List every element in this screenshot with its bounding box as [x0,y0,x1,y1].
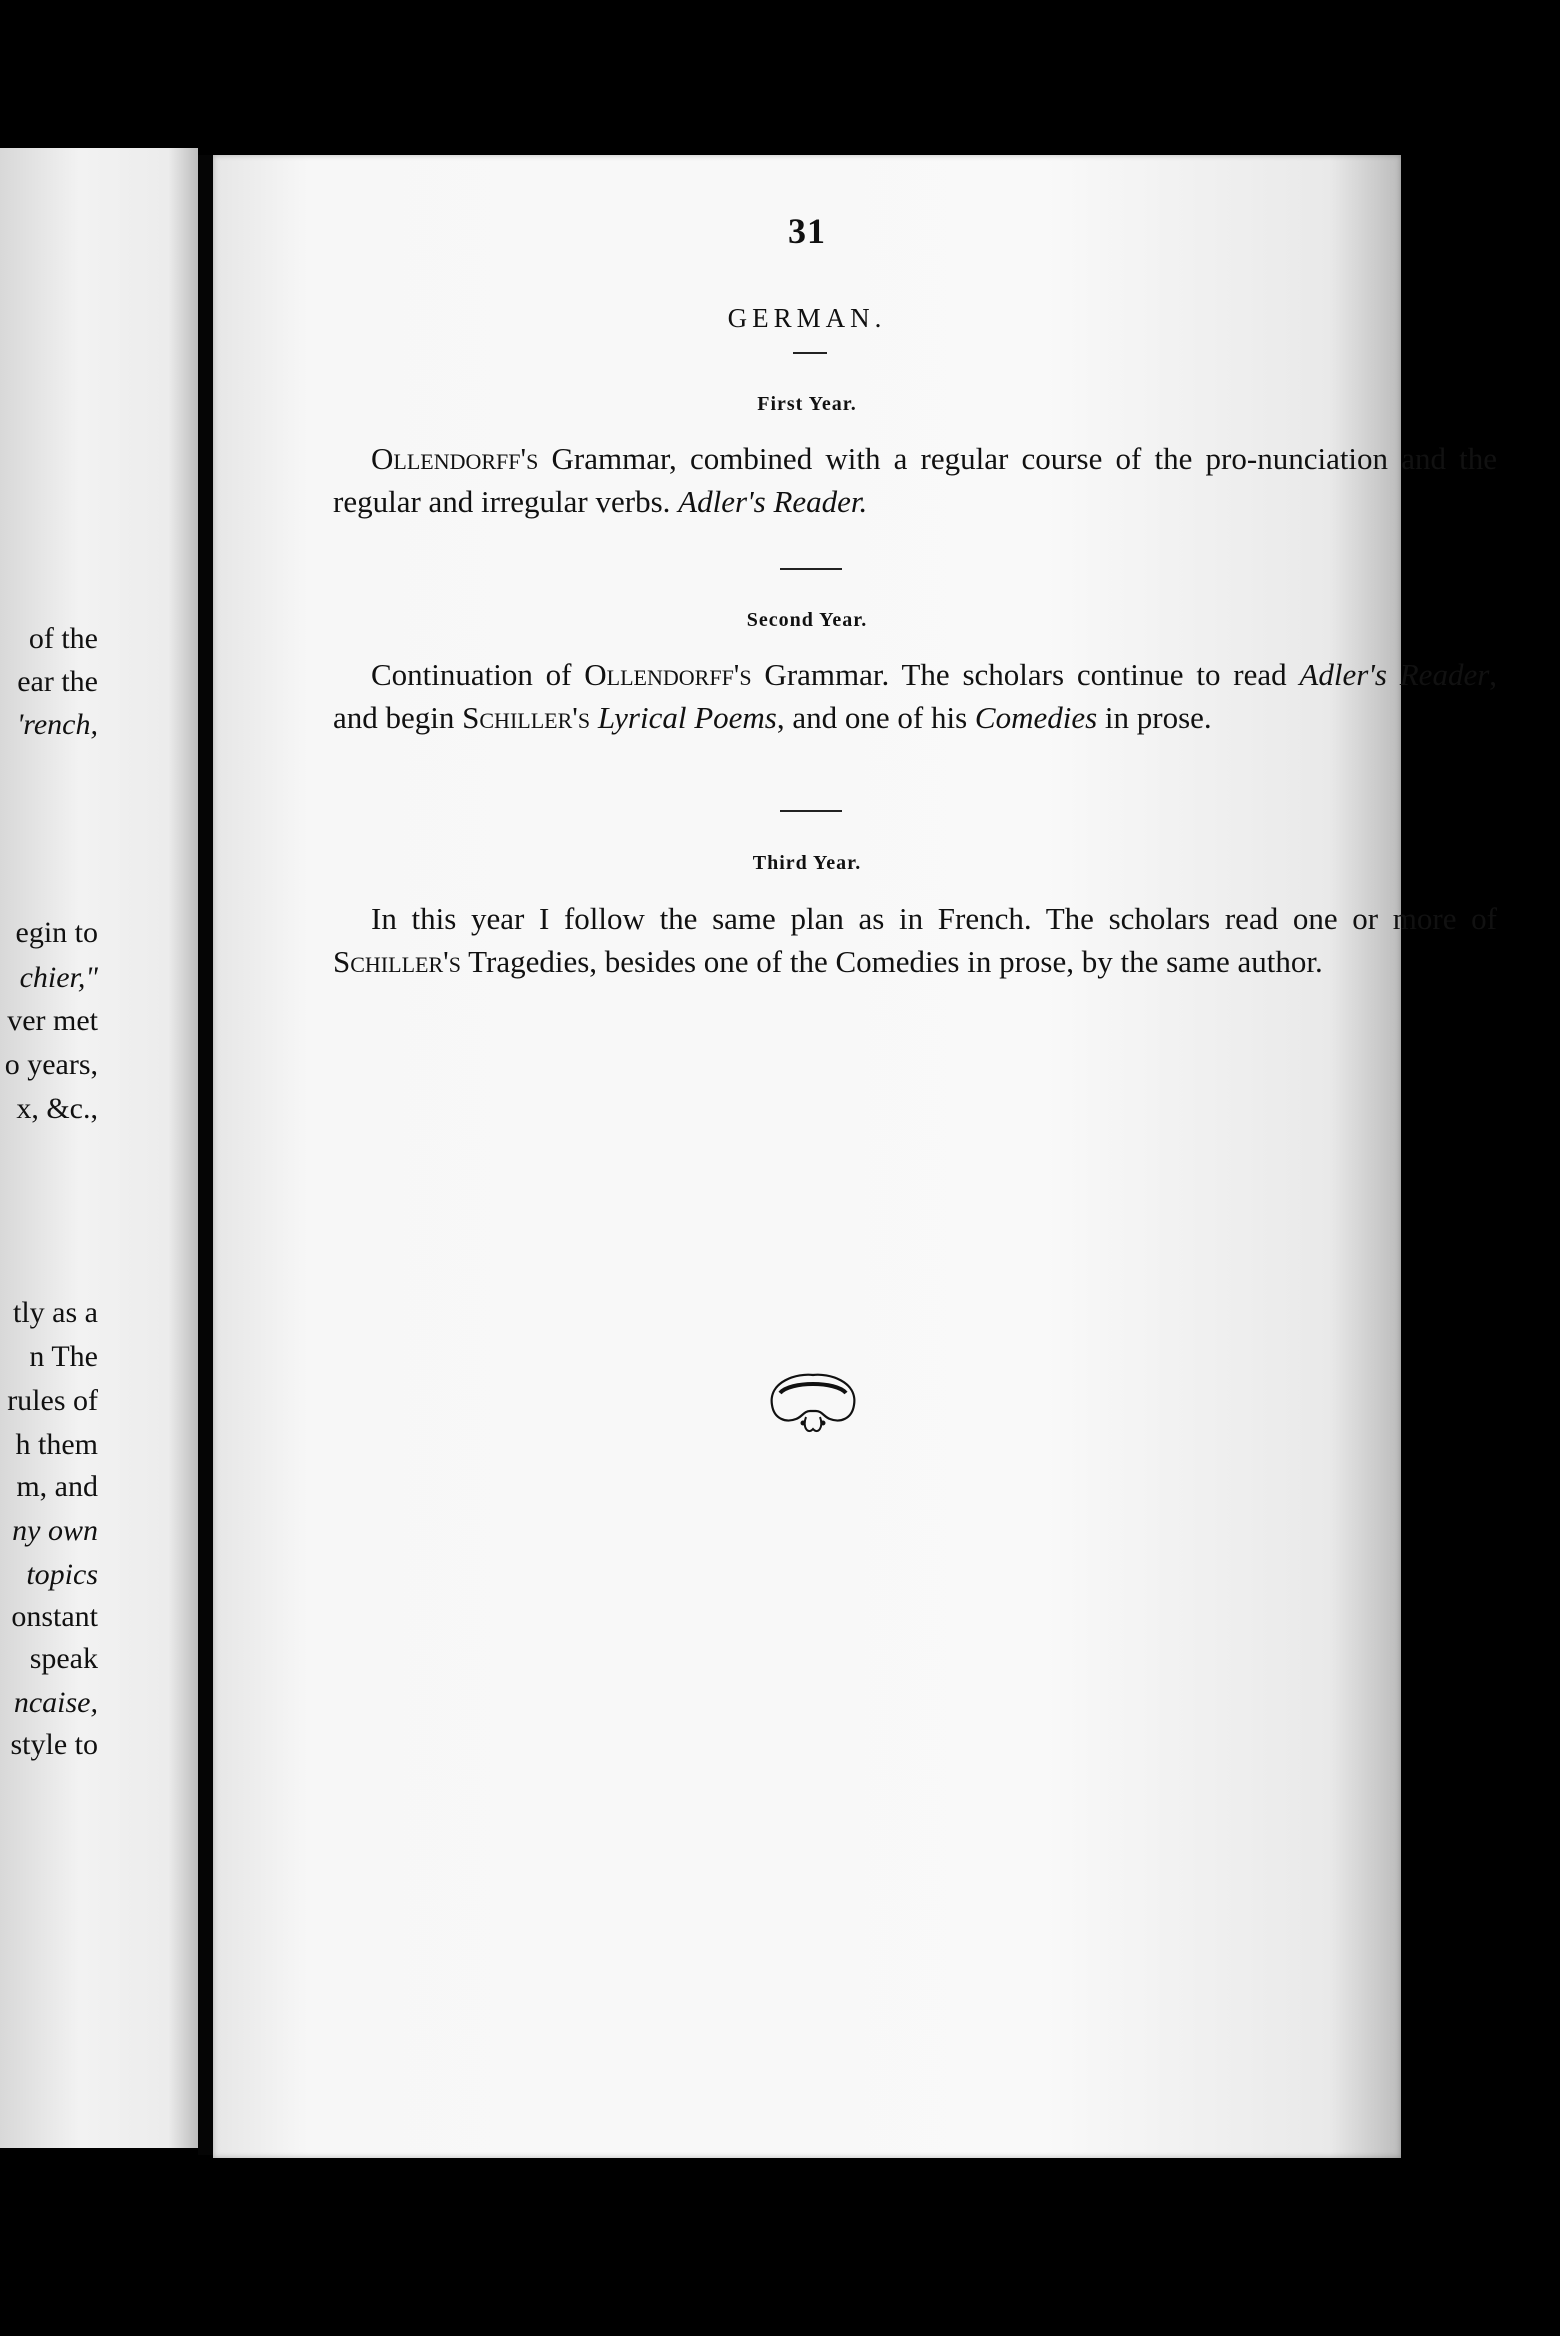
left-page-line: tly as a [13,1296,98,1329]
title-rule [793,352,827,354]
page-number: 31 [788,211,826,251]
left-page-line: rules of [7,1384,98,1417]
left-page-line: onstant [11,1600,98,1633]
left-page-line: h them [15,1428,98,1461]
text-segment: Lyrical Poems [597,700,777,735]
left-page-line: ny own [12,1514,98,1547]
third-year-paragraph [333,897,1497,983]
text-segment: Schiller's [333,944,461,979]
section-rule-2 [780,810,842,812]
text-segment [590,700,598,735]
left-page-line: egin to [15,916,98,949]
left-page-line: topics [26,1558,98,1591]
text-segment: Ollendorff's [584,657,752,692]
text-segment: Continuation of [371,657,585,692]
left-facing-page [0,148,198,2148]
left-page-line: n The [29,1340,98,1373]
text-segment: Grammar, combined with a regular course of the pro-nunciation and the regular and irregular verbs. [333,441,1497,519]
section-title: GERMAN. [727,303,887,333]
left-page-line: ver met [7,1004,98,1037]
text-segment: Tragedies, besides one of the Comedies in prose, by the same author. [460,944,1323,979]
printer-ornament-icon [758,1371,868,1446]
left-page-line: x, &c., [16,1092,98,1125]
second-year-heading: Second Year. [746,609,868,631]
text-segment: , and one of his [776,700,975,735]
first-year-heading: First Year. [757,393,857,415]
left-page-line: speak [29,1642,98,1675]
section-rule-1 [780,568,842,570]
text-segment: In this year I follow the same plan as in French. The scholars read one or more of [371,901,1497,936]
first-year-paragraph [333,437,1497,523]
left-page-line: ncaise, [13,1686,98,1719]
second-year-paragraph [333,653,1497,739]
third-year-heading: Third Year. [752,852,862,874]
left-page-line: o years, [4,1048,98,1081]
left-page-line: ear the [17,665,98,698]
left-page-line: 'rench, [16,708,98,741]
left-page-line: style to [10,1728,98,1761]
left-page-line: of the [28,622,98,655]
text-segment: Ollendorff's [371,441,539,476]
left-page-line: m, and [16,1470,98,1503]
text-segment: Schiller's [462,700,591,735]
page-31 [213,155,1498,2158]
text-segment: Grammar. The scholars continue to read [751,657,1300,692]
text-segment: in prose. [1097,700,1212,735]
left-page-line: chier," [19,961,98,994]
text-segment: Comedies [974,700,1098,735]
text-segment: Adler's Reader. [678,484,868,519]
text-segment: , and begin [333,657,1498,735]
text-segment: Adler's Reader [1299,657,1490,692]
